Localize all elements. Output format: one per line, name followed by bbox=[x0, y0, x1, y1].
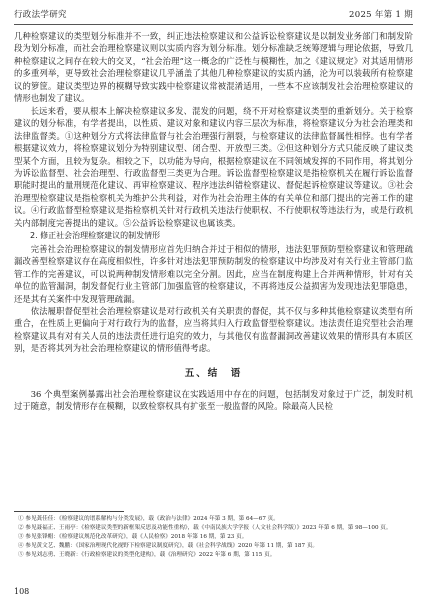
footnote-rule bbox=[14, 511, 124, 512]
running-header bbox=[14, 5, 413, 22]
paragraph: 长远来看，要从根本上解决检察建议多发、混发的问题，绕不开对检察建议类型的重新划分。关于检察建议的划分标准，有学者提出，以性质、建议对象和建议内容三层次为标准，将检察建议分为社会治理类和法律监督类。①这种划分方式将法律监督与社会治理强行割裂，与检察建议的法律监督属性相悖。也有学者根据建议效力，将检察建议划分为特别建议型、闭合型、开放型三类。②但这种划分方式只能反映了建议类型某个方面，且较为复杂。相较之下，以功能为导向，根据检察建议在不同领域发挥的不同作用，将其划分为诉讼监督型、社会治理型、行政监督型三类更为合理。诉讼监督型检察建议是指检察机关在履行诉讼监督职能时提出的量刑规范化建议、再审检察建议、程序违法纠错检察建议、督促起诉检察建议等建议。③社会治理型检察建议是指检察机关为维护公共利益，对作为社会治理主体的有关单位和部门提出的完善工作的建议。④行政监督型检察建议是指检察机关针对行政机关违法行使职权、不行使职权等违法行为，或是行政机关内部制度完善提出的建议。⑤公益诉讼检察建议也属该类。 bbox=[14, 105, 413, 228]
footnotes bbox=[14, 515, 413, 560]
header-rule bbox=[14, 24, 413, 25]
section-heading: 五、结 语 bbox=[184, 367, 243, 379]
paragraph: 完善社会治理检察建议的制发情形应首先归纳合并过于相似的情形，违法犯罪预防型检察建议和管理疏漏改善型检察建议存在高度相似性，许多针对违法犯罪预防制发的检察建议中均涉及对有关行业主管部门监管工作的完善建议，可以说两种制发情形难以完全分割。因此，应当在制度构建上合并两种情形，针对有关单位的监管漏洞，制发督促行业主管部门加强监管的检察建议，不再将违反公益损害为发现违法犯罪隐患，还是其有关案件中发现管理疏漏。 bbox=[14, 243, 413, 304]
footnote: ① 参见龚佳佳：《检察建议的谱系解构与分类发展》，载《政治与法律》2024 年第 3 期，第 64—67 页。 bbox=[18, 516, 279, 522]
article-body bbox=[14, 30, 413, 413]
footnote: ② 参见聂福正、王雨亭：《检察建议类型的新框架反思及功能性重构》，载《中南民族大学学报（人文社会科学版）》2023 年第 6 期，第 98—100 页。 bbox=[18, 525, 392, 532]
paragraph: 36 个典型案例暴露出社会治理检察建议在实践适用中存在的问题，包括制发对象过于广泛，制发时机过于随意，制发情形存在模糊，以致检察权具有扩张至一般监督的风险。除最高人民检 bbox=[14, 388, 413, 412]
issue-label: 2025 年第 1 期 bbox=[349, 9, 413, 20]
footnote: ③ 参见张锋帽：《检察建议规范化改革研究》，载《人民检察》2018 年第 16 期，第 23 页。 bbox=[18, 534, 248, 541]
footnote: ⑤ 参见刘志勇、王晓新：《行政检察建议的类型化建构》，载《治理研究》2022 年第 6 期，第 115 页。 bbox=[18, 552, 276, 559]
paragraph: 几种检察建议的类型划分标准并不一致，纠正违法检察建议和公益诉讼检察建议是以制发业务部门和制发阶段为划分标准，而社会治理检察建议则以实质内容为划分标准。划分标准缺乏统筹逻辑与理论依据，导致几种检察建议之间存在较大的交叉，“社会治理”这一概念的广泛性与模糊性，加之《建议规定》对其适用情形的多重列举，更导致社会治理检察建议几乎涵盖了其他几种检察建议的实质内涵，沦为可以装载所有检察建议的箩筐。建议类型边界的模糊导致实践中检察建议常被混淆适用，一些本不应该制发社会治理检察建议的情形也制发了建议。 bbox=[14, 31, 413, 104]
paragraph: 依法履职督促型社会治理检察建议是对行政机关有关职责的督促，其不仅与多种其他检察建议类型有所重合，在性质上更偏向于对行政行为的监督，应当将其归入行政监督型检察建议。违法责任追究型社会治理检察建议具有对有关人员的违法责任进行追究的效力，与其他仅有监督漏洞改善建议效果的情形具有本质区别，是否将其列为社会治理检察建议的情形值得考虑。 bbox=[14, 305, 413, 354]
subsection-heading: 2. 修正社会治理检察建议的制发情形 bbox=[30, 231, 161, 241]
footnote: ④ 参见黄文艺、魏鹏：《国家治理现代化视野下检察建议制度研究》，载《社会科学战线》2020 年第 11 期，第 187 页。 bbox=[18, 543, 319, 550]
page-number: 108 bbox=[14, 587, 30, 596]
journal-title: 行政法学研究 bbox=[14, 9, 67, 20]
